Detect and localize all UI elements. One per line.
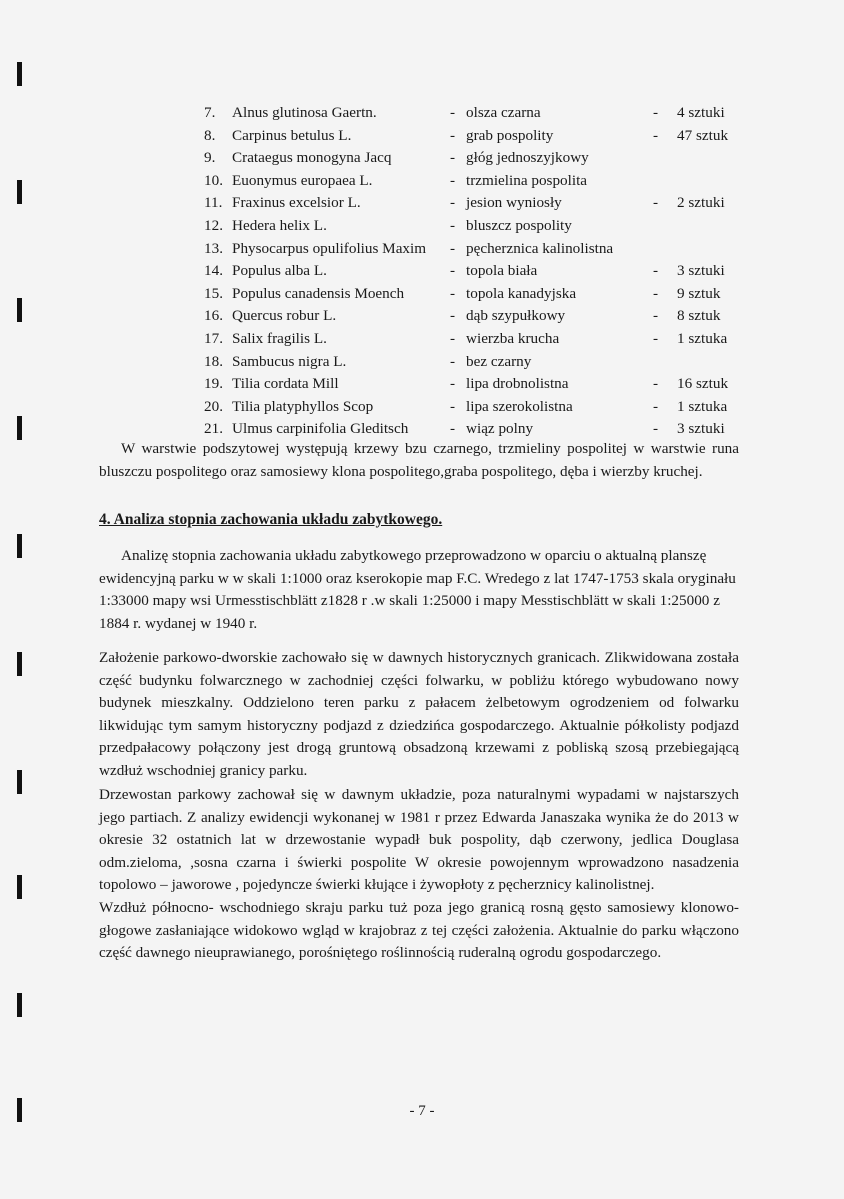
species-separator: - (450, 239, 456, 257)
species-row (0, 102, 844, 125)
species-row (0, 170, 844, 193)
section-heading: 4. Analiza stopnia zachowania układu zabytkowego. (99, 511, 443, 528)
species-separator: - (450, 104, 456, 121)
undergrowth-paragraph: W warstwie podszytowej występują krzewy bzu czarnego, trzmieliny pospolitej w warstwie runa bluszczu pospolitego oraz samosiewy klona pospolitego,graba pospolitego, dęba i wierzby kruchej. (99, 440, 739, 480)
species-separator: - (450, 216, 456, 234)
binding-mark (17, 993, 22, 1017)
tree-stand-paragraph: Drzewostan parkowy zachował się w dawnym układzie, poza naturalnymi wypadami w najstarszych jego partiach. Z analizy ewidencji wykonanej w 1981 r przez Edwarda Janaszaka wynika że do 2013 w okresie 32 ostatnich lat w drzewostanie wypadł buk pospolity, dąb czerwony, jedlica Douglasa odm.zieloma, ,sosna czarna i świerki pospolite W okresie powojennym wprowadzono nasadzenia topolowo – jaworowe , pojedyncze świerki kłujące i żywopłoty z pęcherznicy kalinolistnej. (99, 786, 739, 894)
species-row (0, 260, 844, 283)
species-count: 3 sztuki (677, 420, 725, 438)
species-count: 1 sztuka (677, 329, 728, 347)
page-number: - 7 - (409, 1103, 435, 1119)
species-latin-name: Sambucus nigra L. (232, 352, 347, 370)
species-separator: - (450, 262, 456, 280)
species-number: 9. (204, 149, 216, 167)
count-separator: - (653, 420, 659, 438)
binding-mark (17, 534, 22, 558)
species-row (0, 351, 844, 374)
species-row (0, 328, 844, 351)
species-latin-name: Salix fragilis L. (232, 329, 327, 347)
species-row (0, 192, 844, 215)
species-polish-name: bluszcz pospolity (466, 216, 572, 234)
binding-mark (17, 62, 22, 86)
species-number: 15. (204, 284, 223, 302)
species-row (0, 373, 844, 396)
species-separator: - (450, 375, 456, 393)
species-polish-name: lipa szerokolistna (466, 397, 573, 415)
count-separator: - (653, 126, 659, 144)
species-polish-name: topola kanadyjska (466, 284, 577, 302)
species-polish-name: olsza czarna (466, 104, 541, 121)
species-count: 2 sztuki (677, 194, 725, 212)
species-row (0, 215, 844, 238)
species-latin-name: Carpinus betulus L. (232, 126, 352, 144)
species-polish-name: bez czarny (466, 352, 532, 370)
species-polish-name: jesion wyniosły (466, 194, 562, 212)
species-latin-name: Populus alba L. (232, 262, 327, 280)
species-row (0, 305, 844, 328)
species-number: 18. (204, 352, 223, 370)
species-separator: - (450, 194, 456, 212)
species-row (0, 283, 844, 306)
northeast-edge-paragraph: Wzdłuż północno- wschodniego skraju parku tuż poza jego granicą rosną gęsto samosiewy klonowo-głogowe zasłaniające widokowo wgląd w krajobraz z tej części założenia. Aktualnie do parku włączono część dawnego nieuprawianego, porośniętego roślinnością ruderalną ogrodu gospodarczego. (99, 899, 739, 962)
count-separator: - (653, 262, 659, 280)
species-separator: - (450, 126, 456, 144)
species-latin-name: Hedera helix L. (232, 216, 327, 234)
species-polish-name: lipa drobnolistna (466, 375, 569, 393)
species-count: 16 sztuk (677, 375, 729, 393)
species-list (0, 102, 844, 441)
binding-mark (17, 770, 22, 794)
species-separator: - (450, 329, 456, 347)
count-separator: - (653, 307, 659, 325)
species-count: 9 sztuk (677, 284, 721, 302)
species-number: 8. (204, 126, 216, 144)
count-separator: - (653, 397, 659, 415)
species-separator: - (450, 171, 456, 189)
species-row (0, 238, 844, 261)
layout-paragraph: Założenie parkowo-dworskie zachowało się w dawnych historycznych granicach. Zlikwidowana została część budynku folwarcznego w zachodniej części folwarku, w pobliżu którego wybudowano nowy budynek mieszkalny. Oddzielono teren parku z pałacem żelbetowym ogrodzeniem od folwarku likwidując tym samym historyczny podjazd z dziedzińca gospodarczego. Aktualnie półkolisty podjazd przedpałacowy połączony jest drogą gruntową obsadzoną krzewami z pobliską szosą przebiegającą wzdłuż wschodniej granicy parku. (99, 649, 739, 779)
count-separator: - (653, 194, 659, 212)
species-number: 21. (204, 420, 223, 438)
species-latin-name: Fraxinus excelsior L. (232, 194, 361, 212)
species-number: 16. (204, 307, 223, 325)
species-separator: - (450, 149, 456, 167)
species-count: 1 sztuka (677, 397, 728, 415)
species-row (0, 147, 844, 170)
species-polish-name: dąb szypułkowy (466, 307, 566, 325)
species-polish-name: trzmielina pospolita (466, 171, 588, 189)
binding-mark (17, 652, 22, 676)
species-number: 7. (204, 104, 216, 121)
species-latin-name: Tilia platyphyllos Scop (232, 397, 374, 415)
species-separator: - (450, 420, 456, 438)
count-separator: - (653, 375, 659, 393)
species-polish-name: głóg jednoszyjkowy (466, 149, 589, 167)
species-latin-name: Quercus robur L. (232, 307, 337, 325)
species-latin-name: Euonymus europaea L. (232, 171, 373, 189)
species-polish-name: topola biała (466, 262, 538, 280)
species-latin-name: Crataegus monogyna Jacq (232, 149, 392, 167)
species-count: 3 sztuki (677, 262, 725, 280)
species-number: 13. (204, 239, 223, 257)
species-latin-name: Physocarpus opulifolius Maxim (232, 239, 427, 257)
species-separator: - (450, 397, 456, 415)
count-separator: - (653, 329, 659, 347)
species-number: 20. (204, 397, 223, 415)
species-number: 12. (204, 216, 223, 234)
species-latin-name: Alnus glutinosa Gaertn. (232, 104, 377, 121)
species-polish-name: wiąz polny (466, 420, 534, 438)
count-separator: - (653, 284, 659, 302)
species-number: 14. (204, 262, 223, 280)
species-latin-name: Populus canadensis Moench (232, 284, 405, 302)
species-polish-name: grab pospolity (466, 126, 554, 144)
species-count: 47 sztuk (677, 126, 729, 144)
species-separator: - (450, 307, 456, 325)
count-separator: - (653, 104, 659, 121)
species-number: 11. (204, 194, 223, 212)
species-separator: - (450, 352, 456, 370)
species-row (0, 125, 844, 148)
species-latin-name: Ulmus carpinifolia Gleditsch (232, 420, 409, 438)
species-row (0, 396, 844, 419)
analysis-paragraph: Analizę stopnia zachowania układu zabytkowego przeprowadzono w oparciu o aktualną planszę ewidencyjną parku w w skali 1:1000 oraz kserokopie map F.C. Wredego z lat 1747-1753 skala oryginału 1:33000 mapy wsi Urmesstischblätt z1828 r .w skali 1:25000 i mapy Messtischblätt w skali 1:25000 z 1884 r. wydanej w 1940 r. (99, 547, 736, 632)
species-count: 8 sztuk (677, 307, 721, 325)
species-number: 19. (204, 375, 223, 393)
species-count: 4 sztuki (677, 104, 725, 121)
species-latin-name: Tilia cordata Mill (232, 375, 339, 393)
species-polish-name: wierzba krucha (466, 329, 560, 347)
binding-mark (17, 875, 22, 899)
species-polish-name: pęcherznica kalinolistna (466, 239, 614, 257)
species-separator: - (450, 284, 456, 302)
species-number: 17. (204, 329, 223, 347)
species-number: 10. (204, 171, 223, 189)
